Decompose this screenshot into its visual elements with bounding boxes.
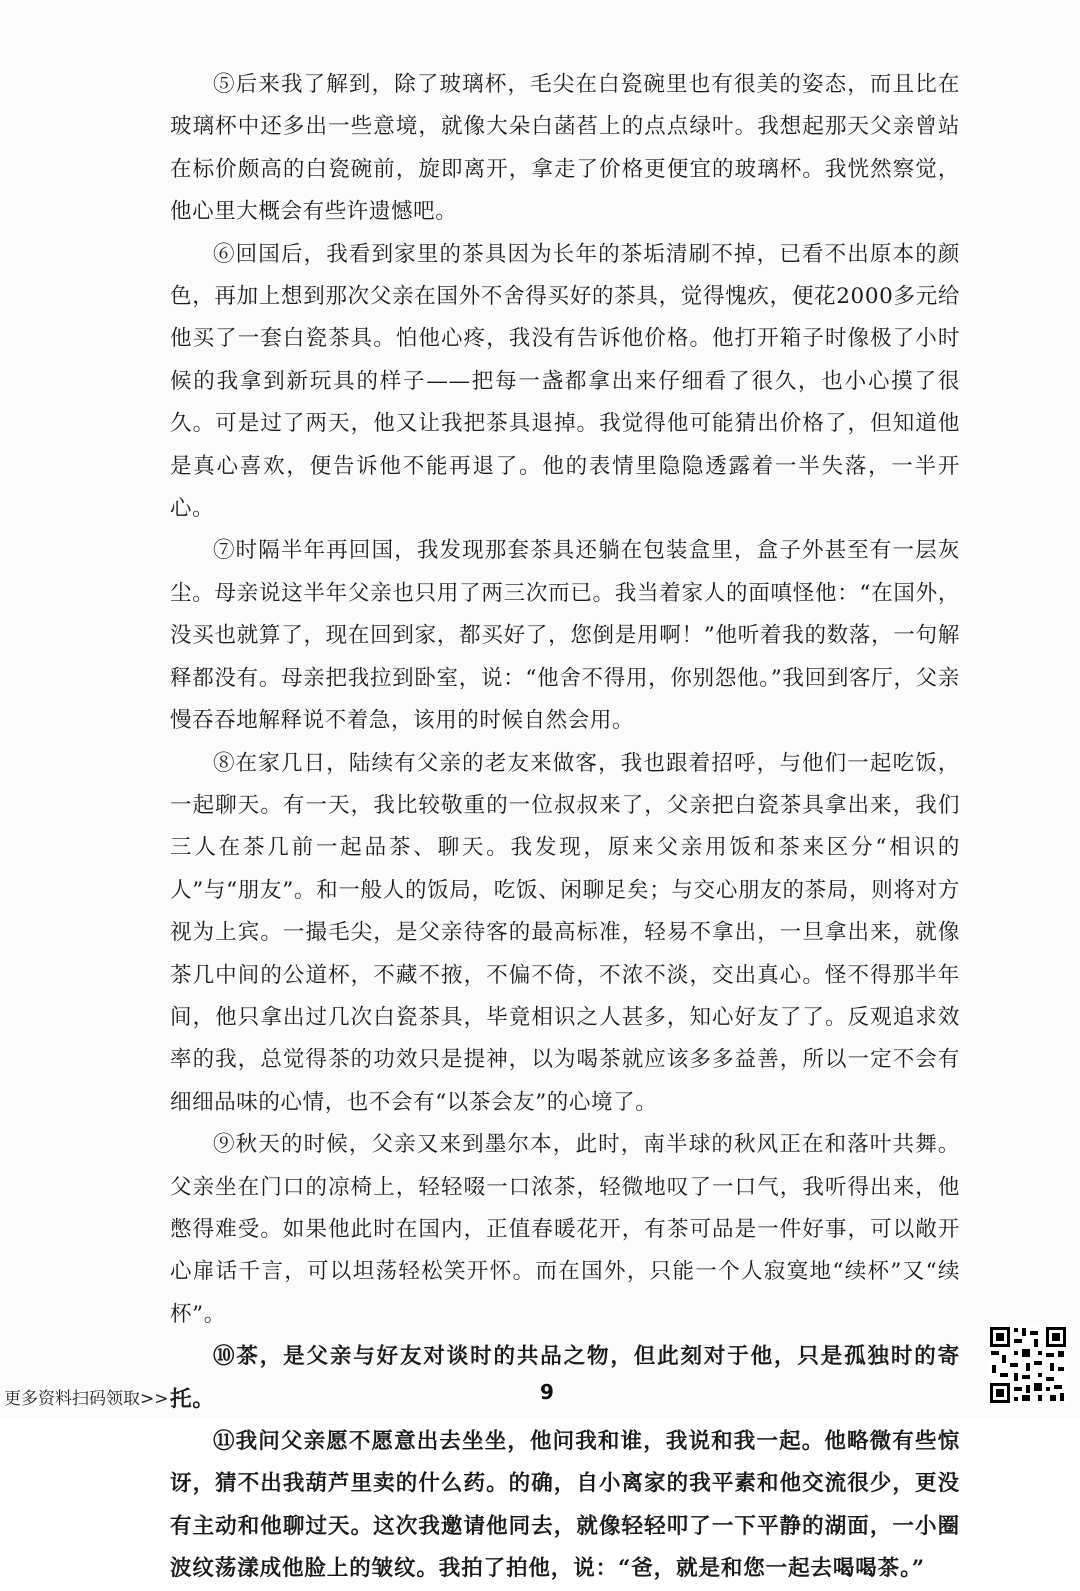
article-body bbox=[170, 64, 960, 1591]
page-number: 9 bbox=[540, 1380, 554, 1404]
paragraph-5: ⑤后来我了解到，除了玻璃杯，毛尖在白瓷碗里也有很美的姿态，而且比在玻璃杯中还多出一些意境，就像大朵白菡萏上的点点绿叶。我想起那天父亲曾站在标价颇高的白瓷碗前，旋即离开，拿走了价格更便宜的玻璃杯。我恍然察觉，他心里大概会有些许遗憾吧。 bbox=[170, 72, 960, 225]
paragraph-8: ⑧在家几日，陆续有父亲的老友来做客，我也跟着招呼，与他们一起吃饭，一起聊天。有一天，我比较敬重的一位叔叔来了，父亲把白瓷茶具拿出来，我们三人在茶几前一起品茶、聊天。我发现，原来父亲用饭和茶来区分“相识的人”与“朋友”。和一般人的饭局，吃饭、闲聊足矣；与交心朋友的茶局，则将对方视为上宾。一撮毛尖，是父亲待客的最高标准，轻易不拿出，一旦拿出来，就像茶几中间的公道杯，不藏不掖，不偏不倚，不浓不淡，交出真心。怪不得那半年间，他只拿出过几次白瓷茶具，毕竟相识之人甚多，知心好友了了。反观追求效率的我，总觉得茶的功效只是提神，以为喝茶就应该多多益善，所以一定不会有细细品味的心情，也不会有“以茶会友”的心境了。 bbox=[170, 750, 960, 1115]
paragraph-10: ⑩茶，是父亲与好友对谈时的共品之物，但此刻对于他，只是孤独时的寄托。 bbox=[170, 1344, 960, 1412]
paragraph-6: ⑥回国后，我看到家里的茶具因为长年的茶垢清刷不掉，已看不出原本的颜色，再加上想到那次父亲在国外不舍得买好的茶具，觉得愧疚，便花2000多元给他买了一套白瓷茶具。怕他心疼，我没有告诉他价格。他打开箱子时像极了小时候的我拿到新玩具的样子——把每一盏都拿出来仔细看了很久，也小心摸了很久。可是过了两天，他又让我把茶具退掉。我觉得他可能猜出价格了，但知道他是真心喜欢，便告诉他不能再退了。他的表情里隐隐透露着一半失落，一半开心。 bbox=[170, 241, 960, 522]
paragraph-9: ⑨秋天的时候，父亲又来到墨尔本，此时，南半球的秋风正在和落叶共舞。父亲坐在门口的凉椅上，轻轻啜一口浓茶，轻微地叹了一口气，我听得出来，他憋得难受。如果他此时在国内，正值春暖花开，有茶可品是一件好事，可以敞开心扉话千言，可以坦荡轻松笑开怀。而在国外，只能一个人寂寞地“续杯”又“续杯”。 bbox=[170, 1132, 960, 1327]
qr-code-icon bbox=[988, 1325, 1068, 1405]
paragraph-7: ⑦时隔半年再回国，我发现那套茶具还躺在包装盒里，盒子外甚至有一层灰尘。母亲说这半年父亲也只用了两三次而已。我当着家人的面嗔怪他：“在国外，没买也就算了，现在回到家，都买好了，您倒是用啊！”他听着我的数落，一句解释都没有。母亲把我拉到卧室，说：“他舍不得用，你别怨他。”我回到客厅，父亲慢吞吞地解释说不着急，该用的时候自然会用。 bbox=[170, 538, 960, 734]
footer-more-resources-link[interactable]: 更多资料扫码领取>> bbox=[4, 1389, 169, 1409]
paragraph-11: ⑪我问父亲愿不愿意出去坐坐，他问我和谁，我说和我一起。他略微有些惊讶，猜不出我葫芦里卖的什么药。的确，自小离家的我平素和他交流很少，更没有主动和他聊过天。这次我邀请他同去，就像轻轻叩了一下平静的湖面，一小圈波纹荡漾成他脸上的皱纹。我拍了拍他，说：“爸，就是和您一起去喝喝茶。” bbox=[170, 1429, 960, 1582]
